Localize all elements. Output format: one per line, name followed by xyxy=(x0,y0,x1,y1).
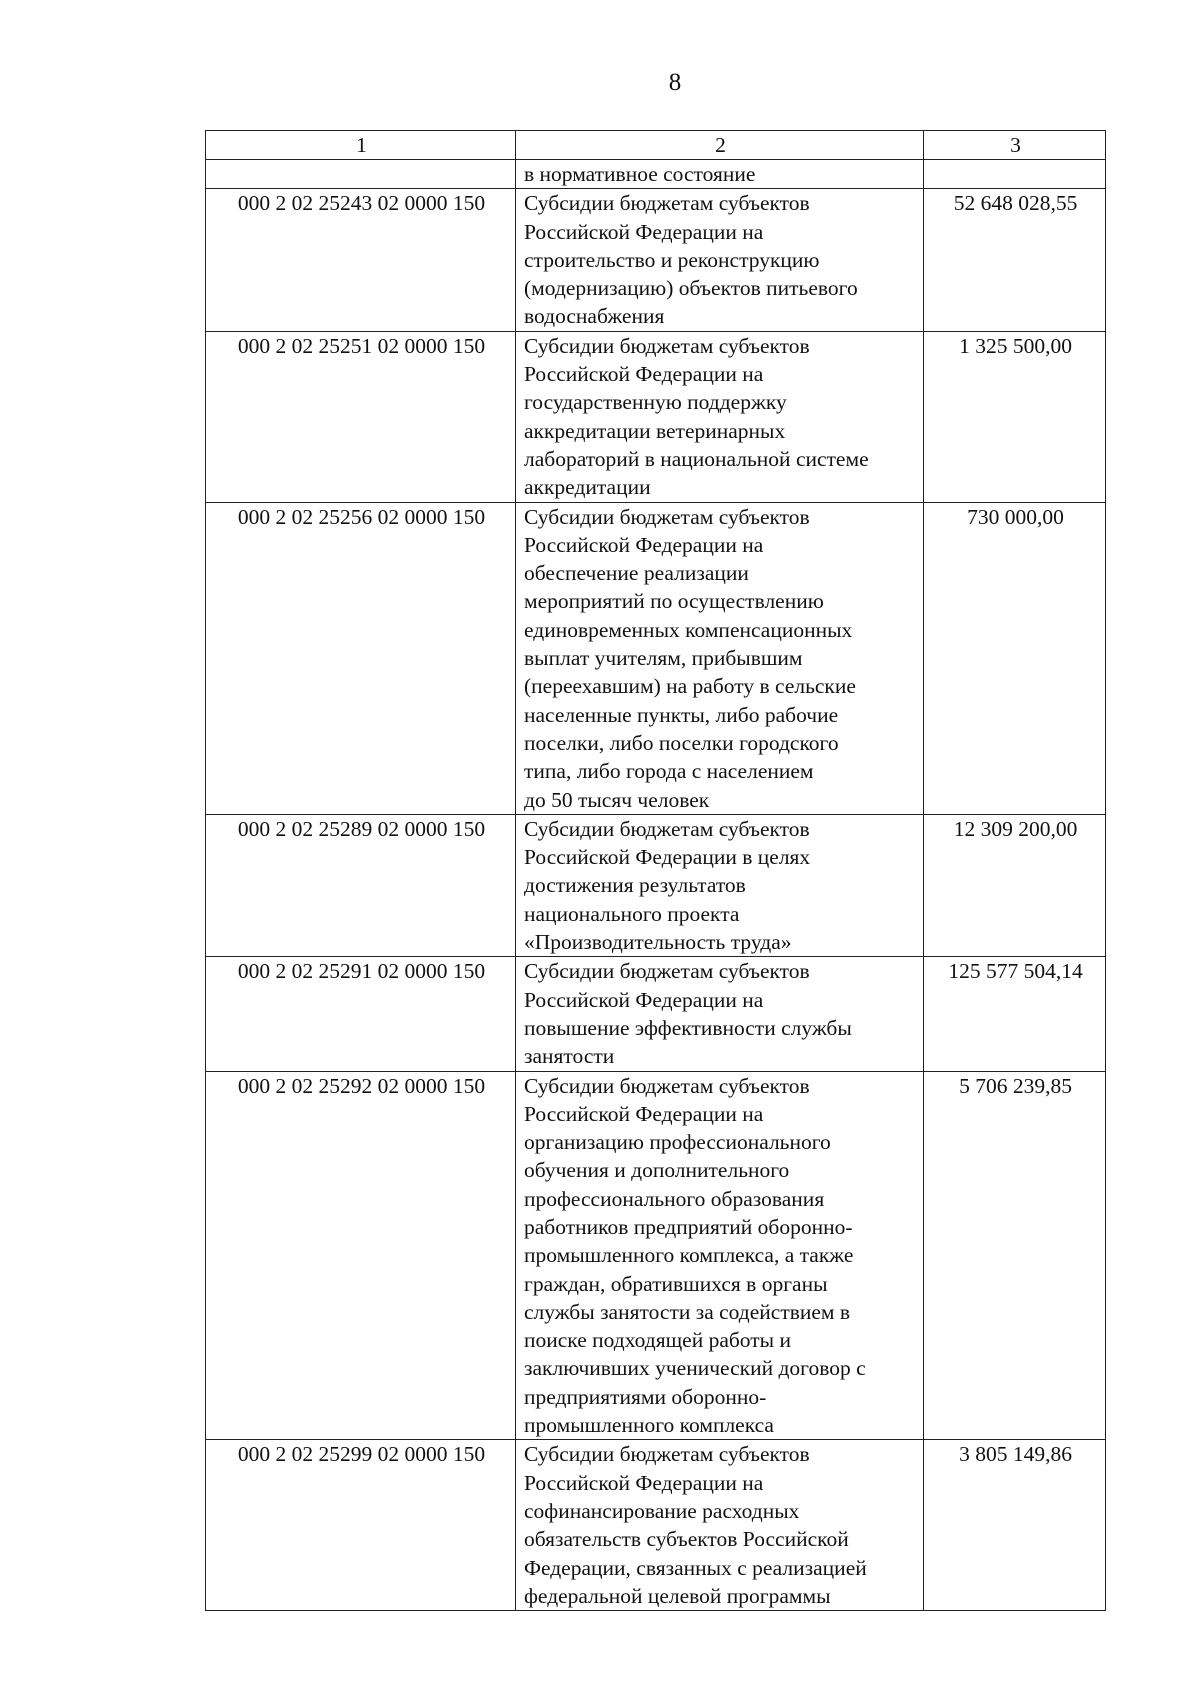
name-line: Субсидии бюджетам субъектов xyxy=(524,1073,810,1098)
cell-name xyxy=(516,331,924,502)
name-line: Российской Федерации на xyxy=(524,362,764,387)
name-line: единовременных компенсационных xyxy=(524,617,853,642)
cell-code: 000 2 02 25289 02 0000 150 xyxy=(206,814,516,956)
cell-code: 000 2 02 25292 02 0000 150 xyxy=(206,1071,516,1440)
name-line: софинансирование расходных xyxy=(524,1498,800,1523)
cell-name xyxy=(516,957,924,1071)
name-line: Субсидии бюджетам субъектов xyxy=(524,1442,810,1467)
cell-name xyxy=(516,160,924,189)
name-line: организацию профессионального xyxy=(524,1130,831,1155)
name-line: аккредитации ветеринарных xyxy=(524,418,786,443)
cell-amount: 3 805 149,86 xyxy=(924,1440,1106,1611)
column-header-name: 2 xyxy=(516,131,924,160)
name-line: обучения и дополнительного xyxy=(524,1158,790,1183)
name-line: государственную поддержку xyxy=(524,390,787,415)
name-line: обеспечение реализации xyxy=(524,561,749,586)
table-row xyxy=(206,1440,1106,1611)
name-line: (модернизацию) объектов питьевого xyxy=(524,276,858,301)
name-line: лабораторий в национальной системе xyxy=(524,446,869,471)
table-row xyxy=(206,189,1106,331)
name-line: водоснабжения xyxy=(524,304,665,329)
cell-name xyxy=(516,189,924,331)
name-line: граждан, обратившихся в органы xyxy=(524,1271,828,1296)
cell-amount: 125 577 504,14 xyxy=(924,957,1106,1071)
cell-name xyxy=(516,814,924,956)
cell-amount: 5 706 239,85 xyxy=(924,1071,1106,1440)
name-line: до 50 тысяч человек xyxy=(524,787,710,812)
name-line: промышленного комплекса xyxy=(524,1413,774,1438)
table-row-continuation xyxy=(206,160,1106,189)
name-line: в нормативное состояние xyxy=(524,162,756,186)
cell-name xyxy=(516,1440,924,1611)
table-header-row xyxy=(206,131,1106,160)
name-line: обязательств субъектов Российской xyxy=(524,1527,849,1552)
name-line: промышленного комплекса, а также xyxy=(524,1243,854,1268)
name-line: федеральной целевой программы xyxy=(524,1583,831,1608)
name-line: Субсидии бюджетам субъектов xyxy=(524,816,810,841)
name-line: национального проекта xyxy=(524,901,740,926)
table-row xyxy=(206,814,1106,956)
cell-code: 000 2 02 25251 02 0000 150 xyxy=(206,331,516,502)
cell-code xyxy=(206,160,516,189)
name-line: Субсидии бюджетам субъектов xyxy=(524,333,810,358)
cell-amount: 1 325 500,00 xyxy=(924,331,1106,502)
name-line: профессионального образования xyxy=(524,1186,825,1211)
table-row xyxy=(206,1071,1106,1440)
cell-code: 000 2 02 25291 02 0000 150 xyxy=(206,957,516,1071)
name-line: Российской Федерации на xyxy=(524,219,764,244)
name-line: поселки, либо поселки городского xyxy=(524,730,839,755)
name-line: предприятиями оборонно- xyxy=(524,1384,767,1409)
name-line: Субсидии бюджетам субъектов xyxy=(524,504,810,529)
cell-code: 000 2 02 25299 02 0000 150 xyxy=(206,1440,516,1611)
name-line: Российской Федерации на xyxy=(524,532,764,557)
name-line: (переехавшим) на работу в сельские xyxy=(524,674,856,699)
name-line: достижения результатов xyxy=(524,873,746,898)
name-line: Российской Федерации в целях xyxy=(524,845,811,870)
cell-amount xyxy=(924,160,1106,189)
name-line: Российской Федерации на xyxy=(524,1470,764,1495)
name-line: Российской Федерации на xyxy=(524,987,764,1012)
cell-name xyxy=(516,502,924,814)
name-line: занятости xyxy=(524,1044,615,1069)
cell-amount: 730 000,00 xyxy=(924,502,1106,814)
cell-name xyxy=(516,1071,924,1440)
name-line: аккредитации xyxy=(524,475,651,500)
cell-amount: 12 309 200,00 xyxy=(924,814,1106,956)
name-line: Федерации, связанных с реализацией xyxy=(524,1555,867,1580)
name-line: Субсидии бюджетам субъектов xyxy=(524,191,810,216)
column-header-code: 1 xyxy=(206,131,516,160)
table-row xyxy=(206,331,1106,502)
page-number: 8 xyxy=(668,69,682,96)
name-line: типа, либо города с населением xyxy=(524,759,814,784)
name-line: Субсидии бюджетам субъектов xyxy=(524,959,810,984)
table-row xyxy=(206,957,1106,1071)
cell-code: 000 2 02 25243 02 0000 150 xyxy=(206,189,516,331)
table-row xyxy=(206,502,1106,814)
column-header-amount: 3 xyxy=(924,131,1106,160)
name-line: «Производительность труда» xyxy=(524,930,792,955)
budget-table xyxy=(205,130,1106,1611)
name-line: поиске подходящей работы и xyxy=(524,1328,791,1353)
name-line: населенные пункты, либо рабочие xyxy=(524,702,839,727)
cell-amount: 52 648 028,55 xyxy=(924,189,1106,331)
name-line: работников предприятий оборонно- xyxy=(524,1214,853,1239)
name-line: повышение эффективности службы xyxy=(524,1015,852,1040)
cell-code: 000 2 02 25256 02 0000 150 xyxy=(206,502,516,814)
name-line: службы занятости за содействием в xyxy=(524,1299,851,1324)
name-line: мероприятий по осуществлению xyxy=(524,589,824,614)
name-line: строительство и реконструкцию xyxy=(524,247,820,272)
name-line: заключивших ученический договор с xyxy=(524,1356,866,1381)
name-line: Российской Федерации на xyxy=(524,1101,764,1126)
name-line: выплат учителям, прибывшим xyxy=(524,646,803,671)
